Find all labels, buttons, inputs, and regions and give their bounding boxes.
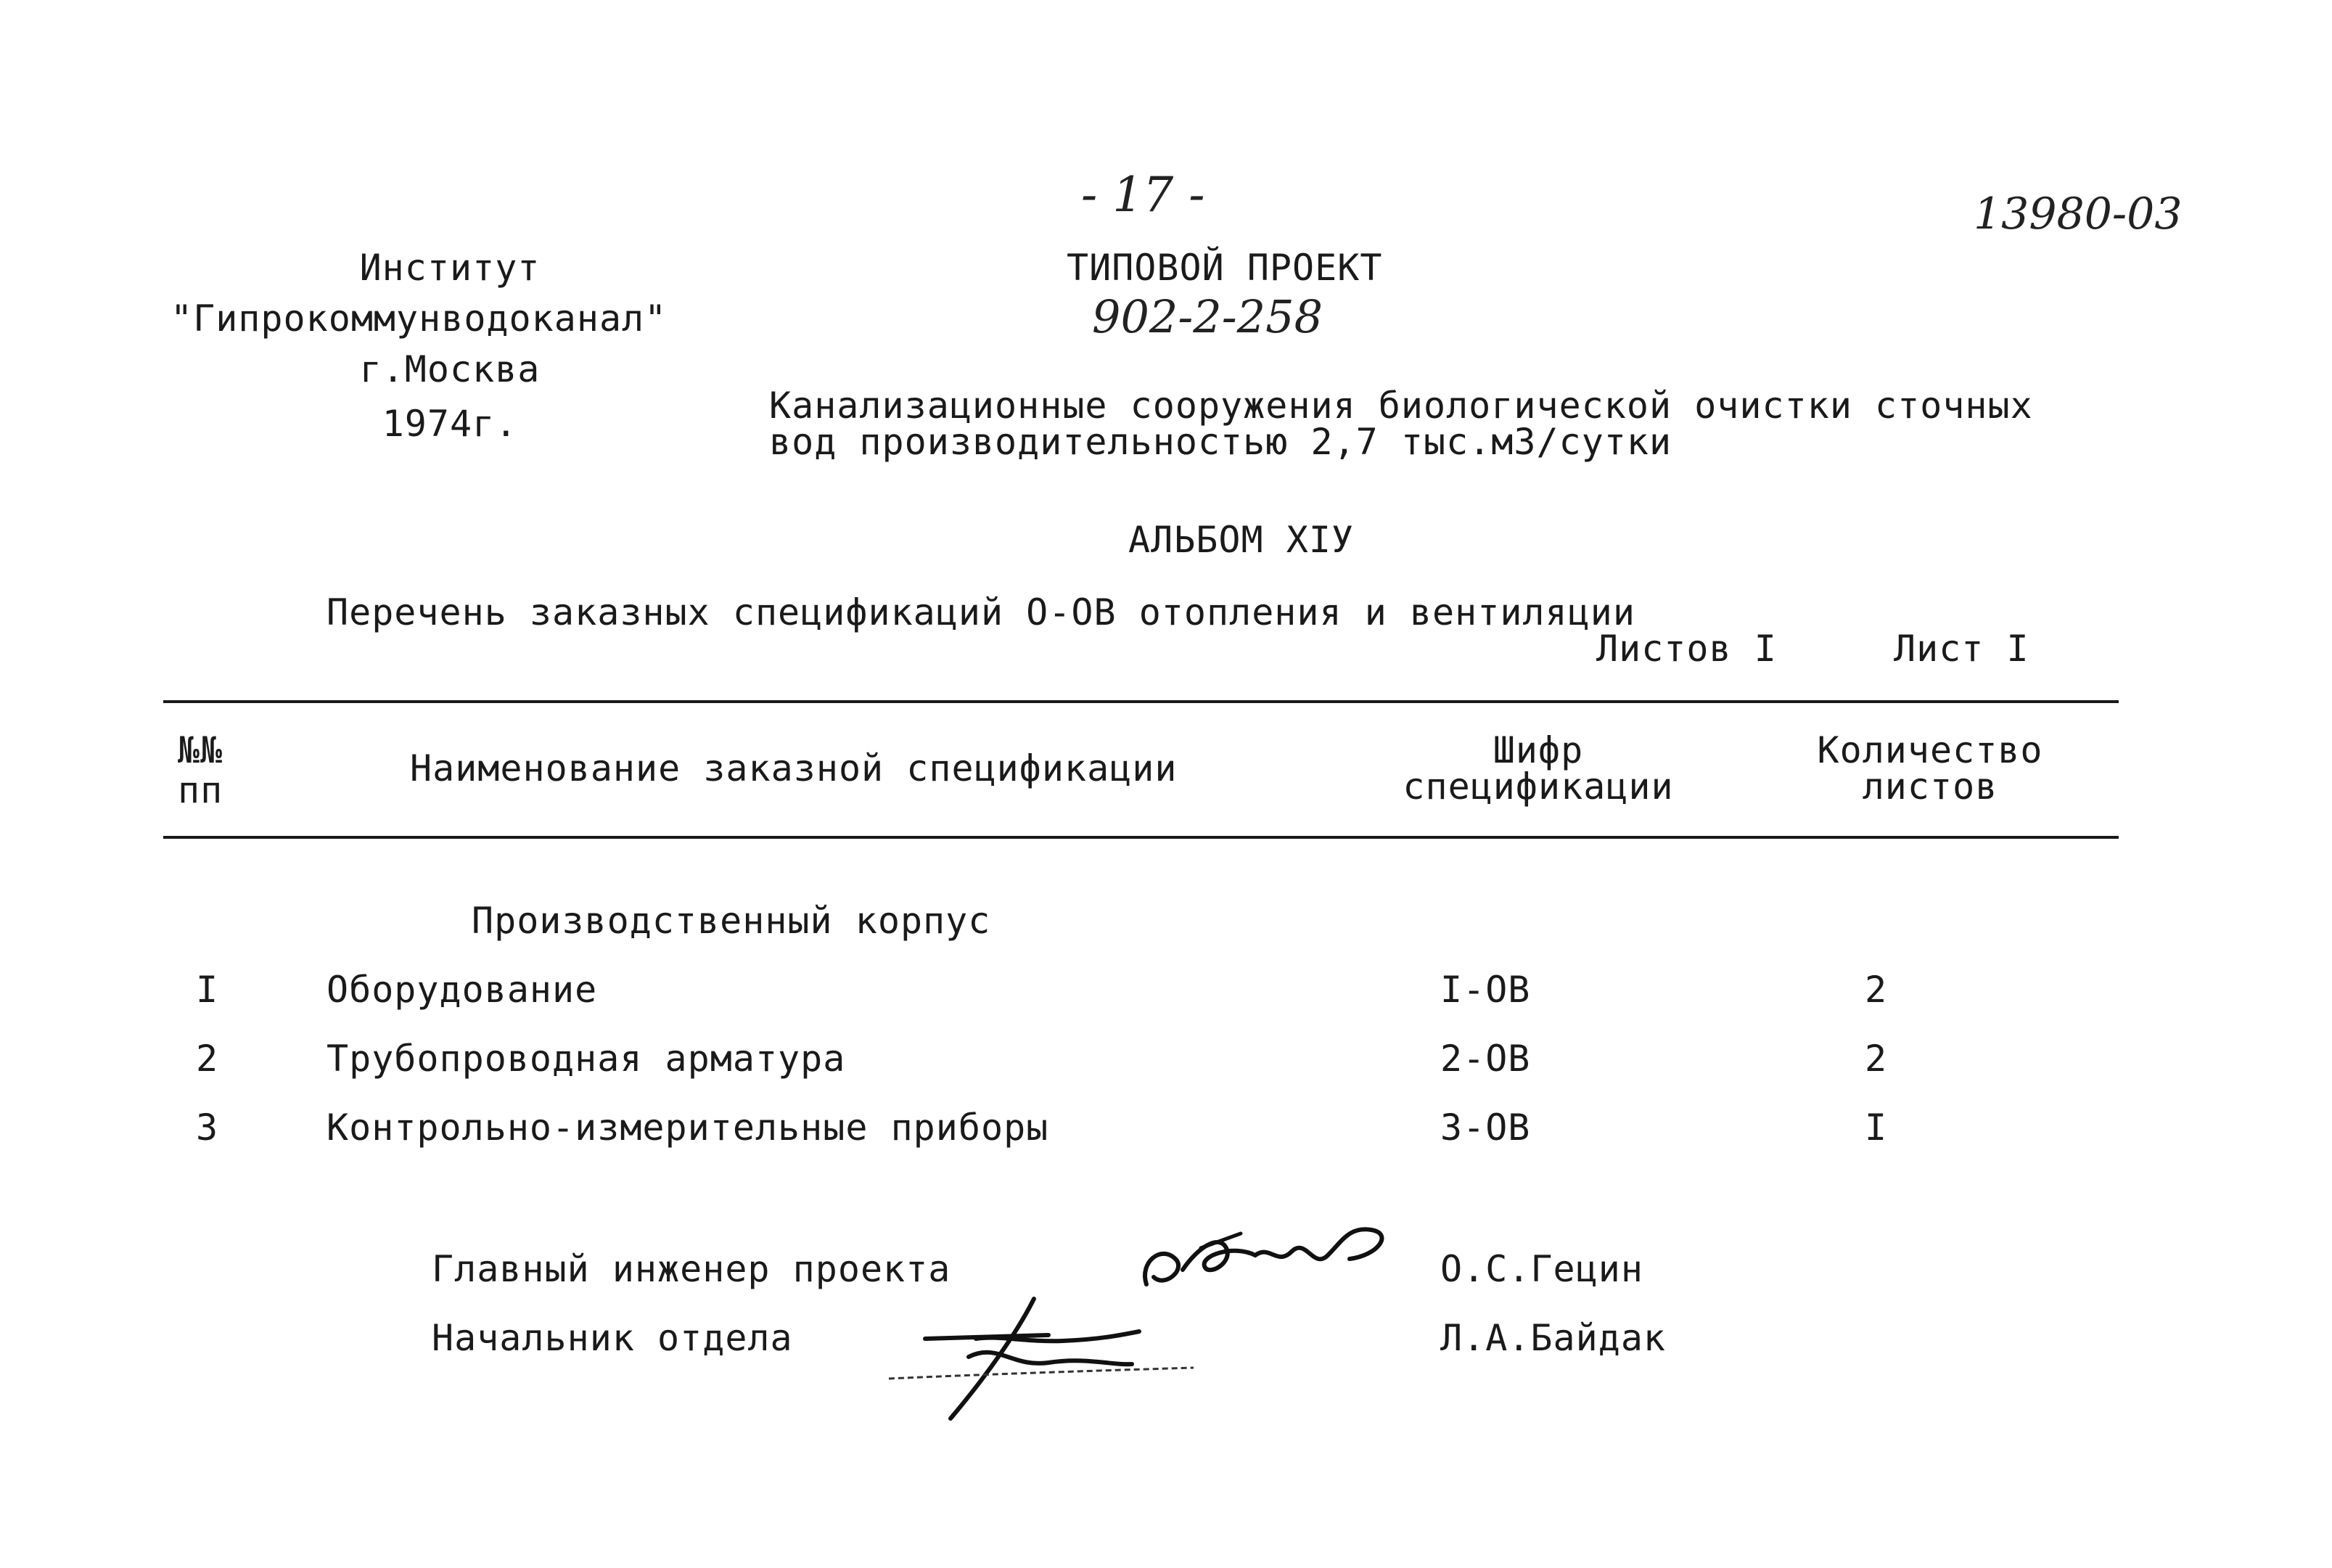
row-name: Оборудование [327, 969, 598, 1011]
header-count-line2: листов [1862, 765, 1998, 808]
institute-year: 1974г. [382, 403, 518, 445]
header-count-line1: Количество [1817, 729, 2043, 771]
sheet-current: Лист I [1894, 628, 2029, 670]
head-title: Начальник отдела [432, 1317, 793, 1359]
header-num-line1: №№ [178, 729, 223, 771]
project-label: ТИПОВОЙ ПРОЕКТ [1067, 247, 1383, 289]
head-name: Л.А.Байдак [1440, 1317, 1667, 1359]
header-num-line2: пп [178, 769, 223, 811]
project-description-line1: Канализационные сооружения биологической очистки сточных [769, 385, 2033, 427]
table-top-rule [163, 700, 2119, 703]
list-title: Перечень заказных спецификаций О-ОВ отопления и вентиляции [327, 591, 1635, 633]
project-number: 902-2-258 [1092, 290, 1323, 343]
table-header-rule [163, 836, 2119, 839]
institute-name: "Гипрокоммунводоканал" [171, 297, 668, 340]
sheets-total: Листов I [1596, 628, 1777, 670]
album-title: АЛЬБОМ XIУ [1128, 519, 1355, 561]
row-count: 2 [1865, 969, 1888, 1011]
signature-head [882, 1284, 1223, 1429]
page-number: - 17 - [1081, 167, 1205, 223]
project-description-line2: вод производительностью 2,7 тыс.м3/сутки [769, 421, 1672, 463]
row-name: Контрольно-измерительные приборы [327, 1107, 1049, 1149]
row-num: 2 [196, 1038, 219, 1080]
institute-city: г.Москва [359, 348, 541, 390]
section-title: Производственный корпус [472, 900, 991, 942]
row-name: Трубопроводная арматура [327, 1038, 846, 1080]
row-num: 3 [196, 1107, 219, 1149]
row-count: I [1865, 1107, 1888, 1149]
header-code-line1: Шифр [1493, 729, 1584, 771]
row-code: I-OB [1440, 969, 1531, 1011]
header-code-line2: спецификации [1403, 765, 1674, 808]
chief-engineer-name: О.С.Гецин [1440, 1248, 1643, 1290]
row-num: I [196, 969, 219, 1011]
archive-number: 13980-03 [1974, 189, 2183, 239]
row-code: 3-OB [1440, 1107, 1531, 1149]
chief-engineer-title: Главный инженер проекта [432, 1248, 951, 1290]
row-code: 2-OB [1440, 1038, 1531, 1080]
header-name: Наименование заказной спецификации [410, 747, 1178, 789]
institute-label: Институт [359, 247, 541, 289]
row-count: 2 [1865, 1038, 1888, 1080]
